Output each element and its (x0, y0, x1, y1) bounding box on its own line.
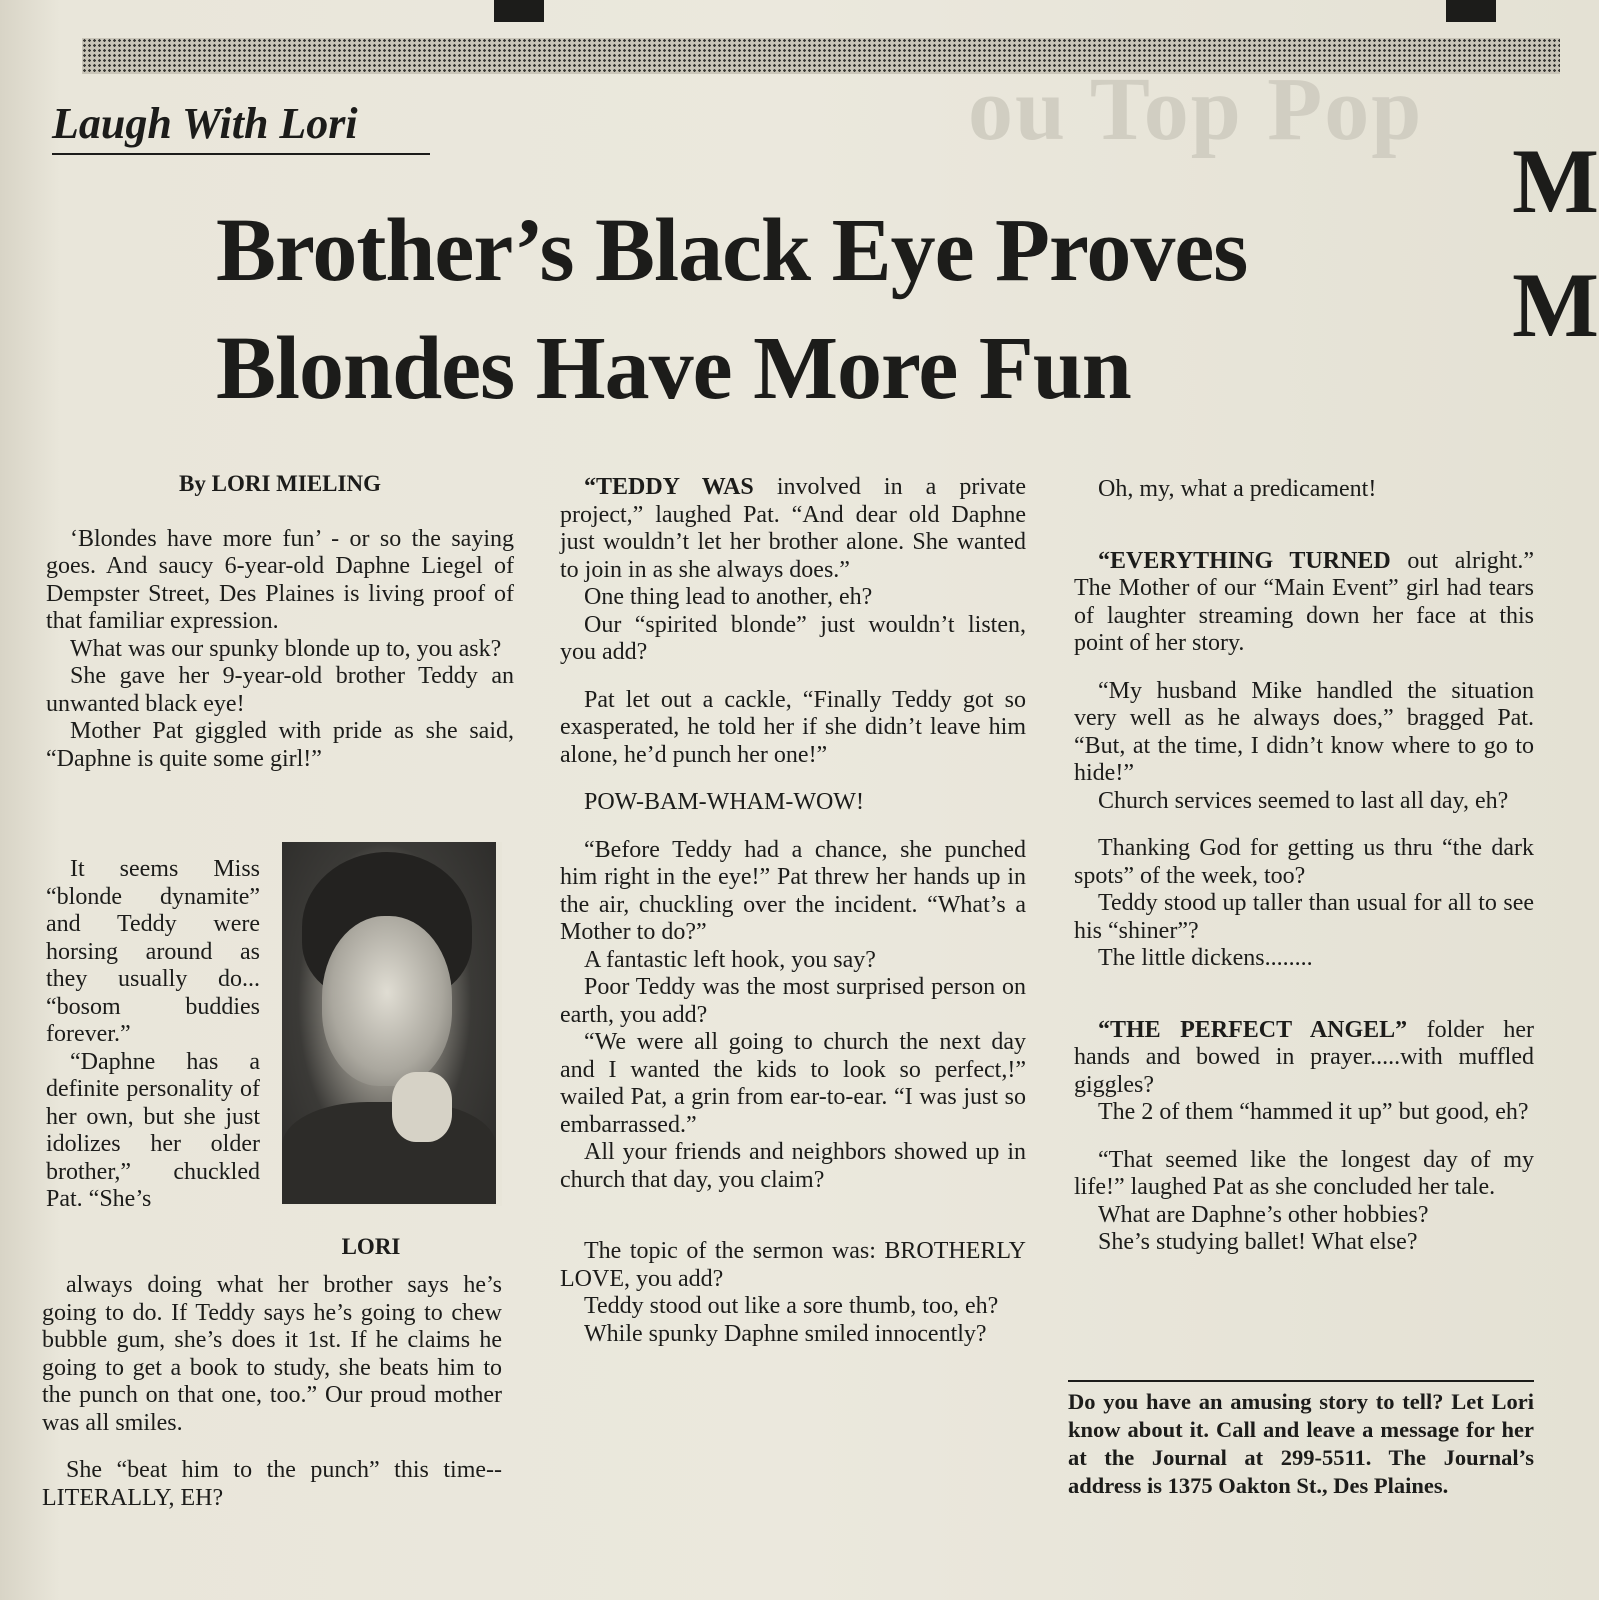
reader-callout: Do you have an amusing story to tell? Let Lori know about it. Call and leave a message for her at the Journal at 299-5511. The Journal’s address is 1375 Oakton St., Des Plaines. (1068, 1380, 1534, 1500)
paragraph-lead-in: “TEDDY WAS (584, 474, 754, 500)
article-column-1 (46, 470, 514, 773)
article-paragraph (1074, 1017, 1534, 1100)
paragraph-text: She’s studying ballet! What else? (1098, 1229, 1418, 1255)
paragraph-text: One thing lead to another, eh? (584, 584, 873, 610)
paragraph-text: She “beat him to the punch” this time--LITERALLY, EH? (42, 1457, 502, 1511)
cropped-headline-fragment (1446, 0, 1496, 22)
article-column-1-tail (42, 1272, 502, 1512)
adjacent-column-fragment: M (1512, 130, 1599, 232)
paragraph-text: ‘Blondes have more fun’ - or so the saying goes. And saucy 6-year-old Daphne Liegel of Dempster Street, Des Plaines is living proof of that familiar expression. (46, 525, 514, 634)
article-paragraph (560, 584, 1026, 612)
article-paragraph (46, 663, 514, 718)
paragraph-text: The topic of the sermon was: BROTHERLY LOVE, you add? (560, 1238, 1026, 1292)
byline: By LORI MIELING (179, 471, 381, 496)
headline: Brother’s Black Eye Proves Blondes Have More Fun (216, 201, 1248, 418)
paragraph-text: The little dickens........ (1098, 945, 1313, 971)
article-paragraph (560, 612, 1026, 667)
bleed-through-text: ou Top Pop (968, 60, 1424, 159)
article-column-1-wrap (46, 856, 260, 1214)
article-paragraph (560, 1139, 1026, 1194)
paragraph-text: Poor Teddy was the most surprised person on earth, you add? (560, 974, 1026, 1028)
photo-caption: LORI (341, 1234, 401, 1259)
article-paragraph (560, 1238, 1026, 1293)
paragraph-text: “Daphne has a definite personality of her own, but she just idolizes her older brother,” chuckled Pat. “She’s (46, 1048, 260, 1212)
article-paragraph (46, 636, 514, 664)
paragraph-text: What was our spunky blonde up to, you ask? (70, 635, 502, 662)
paragraph-text: folder her hands and bowed in prayer.....with muffled giggles? (1074, 1016, 1535, 1098)
article-paragraph (1074, 1099, 1534, 1127)
article-paragraph (1074, 1229, 1534, 1257)
article-paragraph (46, 856, 260, 1049)
article-paragraph (560, 1321, 1026, 1349)
paragraph-text: “We were all going to church the next day and I wanted the kids to look so perfect,!” wailed Pat, a grin from ear-to-ear. “I was just so embarrassed.” (560, 1029, 1026, 1138)
article-paragraph (42, 1457, 502, 1512)
paragraph-text: The 2 of them “hammed it up” but good, eh? (1098, 1099, 1529, 1125)
paragraph-text: It seems Miss “blonde dynamite” and Teddy were horsing around as they usually do... “bosom buddies forever.” (46, 856, 260, 1047)
cropped-headline-fragment (494, 0, 544, 22)
paragraph-text: Thanking God for getting us thru “the dark spots” of the week, too? (1074, 835, 1534, 889)
article-paragraph (560, 1293, 1026, 1321)
adjacent-column-fragment: M (1512, 254, 1599, 356)
article-column-3 (1074, 476, 1534, 1257)
paragraph-text: What are Daphne’s other hobbies? (1098, 1201, 1429, 1228)
article-paragraph (560, 474, 1026, 584)
paragraph-text: All your friends and neighbors showed up in church that day, you claim? (560, 1139, 1026, 1193)
article-paragraph (46, 1049, 260, 1214)
article-paragraph (560, 789, 1026, 817)
article-paragraph (1074, 788, 1534, 816)
article-paragraph (560, 837, 1026, 947)
article-paragraph (560, 947, 1026, 975)
article-paragraph (560, 1029, 1026, 1139)
paragraph-text: always doing what her brother says he’s going to do. If Teddy says he’s going to chew bubble gum, she’s does it 1st. If he claims he going to get a book to study, she beats him to the punch on that one, too.” Our proud mother was all smiles. (42, 1272, 502, 1436)
paragraph-text: A fantastic left hook, you say? (584, 946, 876, 973)
author-photo (282, 842, 502, 1206)
paragraph-text: Mother Pat giggled with pride as she said, “Daphne is quite some girl!” (46, 718, 514, 772)
article-paragraph (560, 687, 1026, 770)
paragraph-text: Pat let out a cackle, “Finally Teddy got so exasperated, he told her if she didn’t leave him alone, he’d punch her one!” (560, 686, 1026, 768)
article-paragraph (1074, 476, 1534, 504)
paragraph-text: Teddy stood up taller than usual for all to see his “shiner”? (1074, 890, 1534, 944)
article-paragraph (46, 526, 514, 636)
article-paragraph (1074, 1202, 1534, 1230)
column-title: Laugh With Lori (52, 98, 430, 155)
paragraph-text: She gave her 9-year-old brother Teddy an unwanted black eye! (46, 663, 514, 717)
article-paragraph (1074, 1147, 1534, 1202)
paragraph-text: While spunky Daphne smiled innocently? (584, 1320, 987, 1347)
paragraph-text: “My husband Mike handled the situation very well as he always does,” bragged Pat. “But, at the time, I didn’t know where to go to hide!” (1074, 677, 1534, 786)
paragraph-text: “Before Teddy had a chance, she punched him right in the eye!” Pat threw her hands up in the air, chuckling over the incident. “What’s a Mother to do?” (560, 836, 1026, 945)
paragraph-text: “That seemed like the longest day of my life!” laughed Pat as she concluded her tale. (1074, 1146, 1534, 1200)
paragraph-text: POW-BAM-WHAM-WOW! (584, 789, 864, 815)
article-paragraph (1074, 678, 1534, 788)
paragraph-text: involved in a private project,” laughed Pat. “And dear old Daphne just wouldn’t let her brother alone. She wanted to join in as she always does.” (560, 474, 1026, 583)
article-paragraph (1074, 835, 1534, 890)
article-paragraph (46, 718, 514, 773)
paragraph-text: Oh, my, what a predicament! (1098, 476, 1377, 502)
paragraph-text: Our “spirited blonde” just wouldn’t listen, you add? (560, 611, 1026, 665)
paragraph-text: Teddy stood out like a sore thumb, too, eh? (584, 1293, 999, 1319)
article-paragraph (560, 974, 1026, 1029)
article-paragraph (1074, 945, 1534, 973)
paragraph-lead-in: “EVERYTHING TURNED (1098, 547, 1391, 574)
article-paragraph (1074, 890, 1534, 945)
paragraph-lead-in: “THE PERFECT ANGEL” (1098, 1016, 1408, 1043)
article-paragraph (1074, 548, 1534, 658)
article-column-2 (560, 474, 1026, 1348)
article-paragraph (42, 1272, 502, 1437)
paragraph-text: Church services seemed to last all day, eh? (1098, 787, 1509, 814)
paragraph-text: out alright.” The Mother of our “Main Event” girl had tears of laughter streaming down her face at this point of her story. (1074, 547, 1535, 656)
